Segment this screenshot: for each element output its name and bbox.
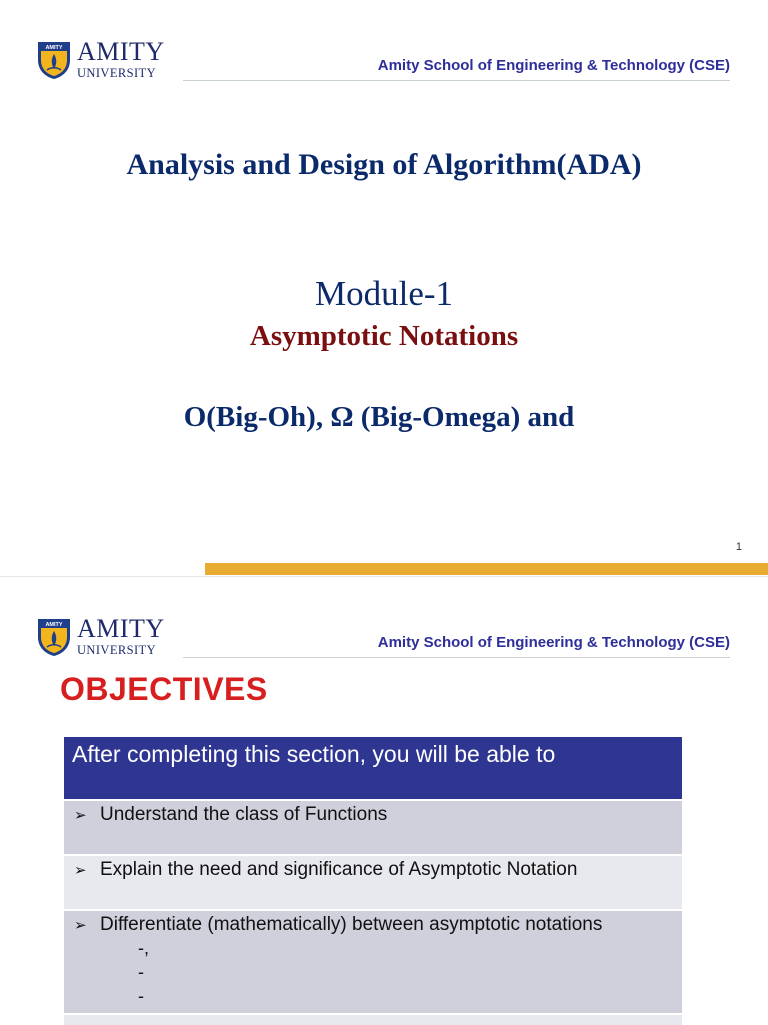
topic-subtitle: Asymptotic Notations [249,320,519,352]
row-text: Understand the class of Functions [100,804,388,825]
amity-crest-icon [36,40,72,80]
course-title: Analysis and Design of Algorithm(ADA) [126,148,642,181]
school-name: Amity School of Engineering & Technology (CSE) [377,57,730,74]
footer-accent-bar [205,563,768,575]
table-row [64,854,682,909]
amity-logo [36,614,168,659]
arrow-bullet-icon: ➢ [74,807,87,824]
school-name: Amity School of Engineering & Technology (CSE) [377,634,730,651]
svg-text:AMITY: AMITY [45,622,63,628]
logo-subtext: UNIVERSITY [77,643,156,657]
header-divider [183,80,730,81]
logo-wordmark: AMITY [77,614,165,643]
amity-logo [36,37,168,82]
row-text: Differentiate (mathematically) between asymptotic notations [100,914,603,935]
notations-line: O(Big-Oh), Ω (Big-Omega) and [183,401,575,433]
objectives-heading: OBJECTIVES [60,671,268,707]
row-subitem: - [138,962,144,982]
row-subitem: - [138,986,144,1006]
module-label: Module-1 [314,274,454,313]
table-row [64,909,682,1013]
row-subitem: -, [138,938,149,958]
table-row [64,1013,682,1025]
arrow-bullet-icon: ➢ [74,917,87,934]
row-text: Explain the need and significance of Asymptotic Notation [100,859,578,880]
table-header: After completing this section, you will be able to [64,737,682,799]
svg-text:AMITY: AMITY [45,45,63,51]
logo-wordmark: AMITY [77,37,165,66]
header-divider [183,657,730,658]
logo-subtext: UNIVERSITY [77,66,156,80]
table-row [64,799,682,854]
objectives-table [64,737,682,1025]
page-number: 1 [735,541,742,553]
amity-crest-icon [36,617,72,657]
arrow-bullet-icon: ➢ [74,862,87,879]
slide-2 [0,576,768,1025]
